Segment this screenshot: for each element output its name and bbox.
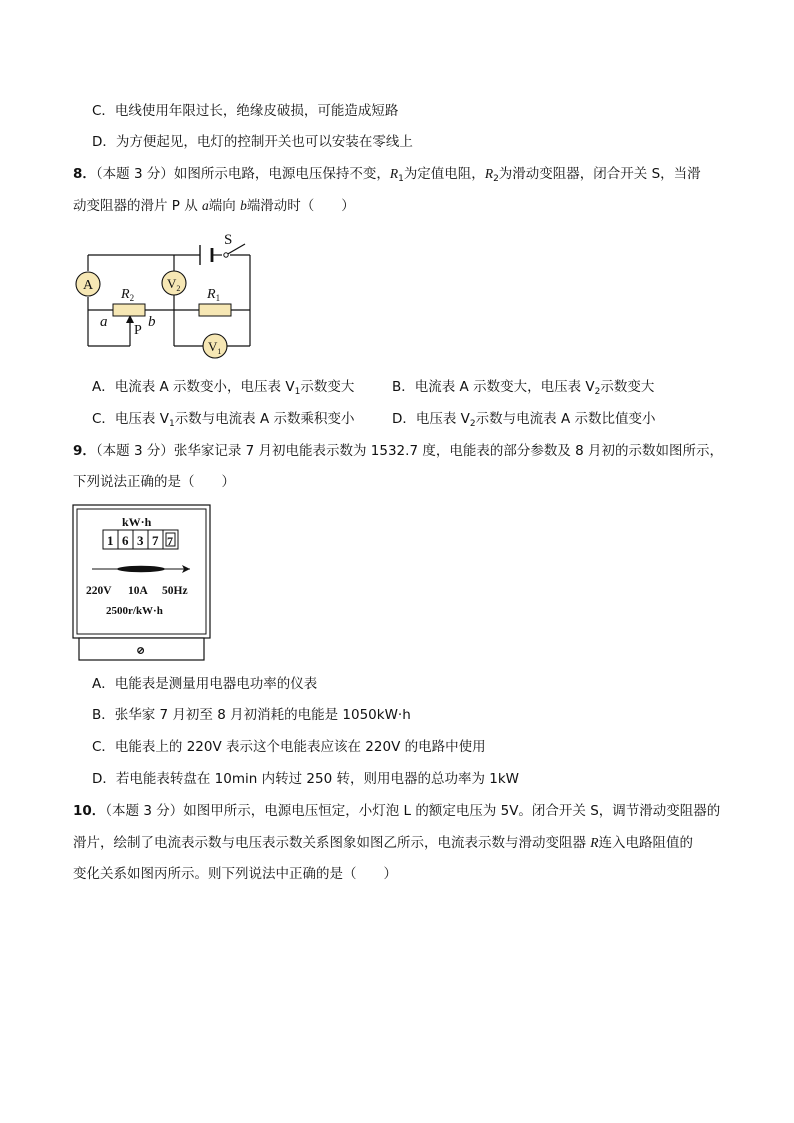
circuit-v1-label: $V_1$ bbox=[208, 339, 222, 356]
resistor-r1 bbox=[199, 304, 231, 316]
q8-option-b: B．电流表 A 示数变大，电压表 $V_2$示数变大 bbox=[392, 379, 655, 397]
switch-contact bbox=[224, 253, 228, 257]
q10-stem-line2: 滑片，绘制了电流表示数与电压表示数关系图象如图乙所示，电流表示数与滑动变阻器 R连入电路阻值的 bbox=[73, 835, 694, 851]
q10-number: 10． bbox=[73, 803, 106, 819]
q8-option-a: A．电流表 A 示数变小，电压表 $V_1$示数变大 bbox=[92, 379, 355, 397]
circuit-v2-label: $V_2$ bbox=[167, 276, 181, 293]
q8-circuit-diagram bbox=[70, 228, 260, 360]
meter-base-symbol: ⊘ bbox=[136, 645, 146, 657]
q7-option-d: D．为方便起见，电灯的控制开关也可以安装在零线上 bbox=[92, 134, 413, 150]
q8-stem-line2: 动变阻器的滑片 P 从 a端向 b端滑动时（ ） bbox=[73, 198, 355, 214]
circuit-switch-label: S bbox=[224, 232, 233, 248]
q9-option-d: D．若电能表转盘在 10min 内转过 250 转，则用电器的总功率为 1kW bbox=[92, 771, 520, 787]
meter-digit-1: 1 bbox=[107, 533, 114, 548]
circuit-end-a-label: a bbox=[100, 314, 108, 330]
q9-stem-line1: 9．（本题 3 分）张华家记录 7 月初电能表示数为 1532.7 度，电能表的部分参数及 8 月初的示数如图所示， bbox=[73, 443, 723, 459]
circuit-r2-label: $R_2$ bbox=[121, 287, 135, 303]
circuit-ammeter-label: A bbox=[83, 278, 94, 293]
meter-frequency: 50Hz bbox=[162, 585, 188, 597]
circuit-r1-label: $R_1$ bbox=[207, 287, 221, 303]
q9-number: 9． bbox=[73, 443, 96, 459]
meter-unit: kW·h bbox=[122, 515, 152, 529]
q8-number: 8． bbox=[73, 166, 96, 182]
meter-voltage: 220V bbox=[86, 585, 112, 597]
circuit-end-b-label: b bbox=[148, 314, 156, 330]
q8-stem-line1: 8．（本题 3 分）如图所示电路，电源电压保持不变，$R_1$为定值电阻，$R_2$为滑动变阻器，闭合开关 S，当滑 bbox=[73, 166, 701, 184]
q10-stem-line1: 10．（本题 3 分）如图甲所示，电源电压恒定，小灯泡 L 的额定电压为 5V。闭合开关 S，调节滑动变阻器的 bbox=[73, 803, 721, 819]
meter-digit-2: 6 bbox=[122, 533, 129, 548]
q9-electricity-meter bbox=[72, 504, 212, 662]
resistor-r2 bbox=[113, 304, 145, 316]
q9-option-b: B．张华家 7 月初至 8 月初消耗的电能是 1050kW·h bbox=[92, 707, 411, 723]
meter-digit-5: 7 bbox=[167, 534, 173, 548]
circuit-slider-label: P bbox=[134, 323, 142, 338]
meter-digit-4: 7 bbox=[152, 533, 159, 548]
q10-stem-line3: 变化关系如图丙所示。则下列说法中正确的是（ ） bbox=[73, 866, 397, 882]
meter-current: 10A bbox=[128, 585, 148, 597]
q9-stem-line2: 下列说法正确的是（ ） bbox=[73, 474, 235, 490]
q9-option-a: A．电能表是测量用电器电功率的仪表 bbox=[92, 676, 318, 692]
q8-option-d: D．电压表 $V_2$示数与电流表 A 示数比值变小 bbox=[392, 411, 656, 429]
q9-option-c: C．电能表上的 220V 表示这个电能表应该在 220V 的电路中使用 bbox=[92, 739, 486, 755]
meter-constant: 2500r/kW·h bbox=[106, 605, 163, 617]
q7-option-c: C．电线使用年限过长，绝缘皮破损，可能造成短路 bbox=[92, 103, 399, 119]
q8-option-c: C．电压表 $V_1$示数与电流表 A 示数乘积变小 bbox=[92, 411, 355, 429]
meter-digit-3: 3 bbox=[137, 533, 144, 548]
